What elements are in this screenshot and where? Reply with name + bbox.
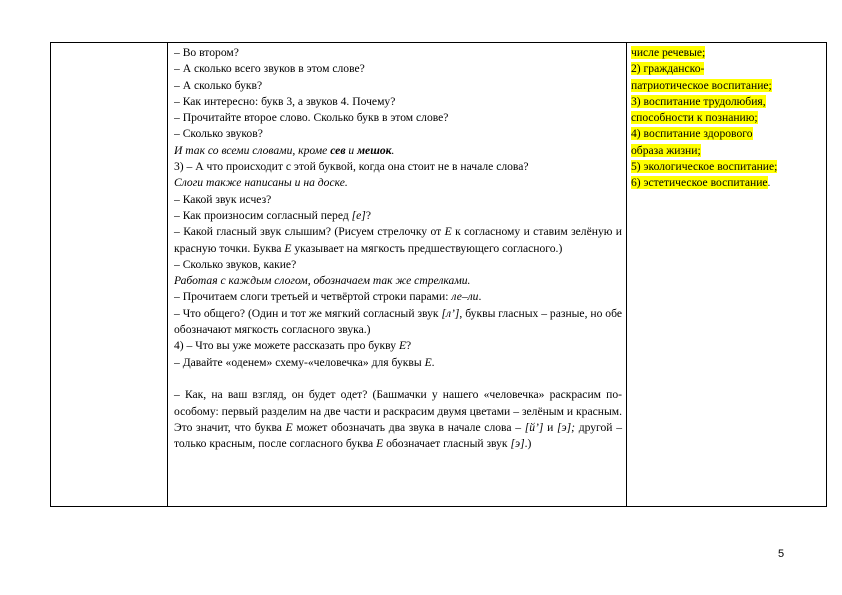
text-line: – Какой звук исчез? [174, 192, 272, 206]
education-line: образа жизни; [631, 143, 701, 157]
lesson-content-cell [168, 43, 627, 507]
stage-cell [51, 43, 168, 507]
question-4: 4) – Что вы уже можете рассказать про букву Е? [174, 339, 412, 353]
text-line: – Как произносим согласный перед [е]? [174, 208, 371, 222]
education-line: 4) воспитание здорового [631, 127, 753, 141]
text-line: – А сколько букв? [174, 78, 263, 92]
table-row [51, 43, 827, 507]
text-line: – Сколько звуков, какие? [174, 257, 297, 271]
common-paragraph: – Что общего? (Один и тот же мягкий согласный звук [л’], буквы гласных – разные, но обе обозначают мягкость согласного звука.) [174, 306, 622, 337]
education-line: 6) эстетическое воспитание. [631, 176, 771, 190]
page-number: 5 [778, 548, 785, 560]
education-line: числе речевые; [631, 46, 706, 59]
education-line: 3) воспитание трудолюбия, [631, 94, 766, 108]
spacer [174, 371, 622, 387]
italic-note: И так со всеми словами, кроме сев и мешок. [174, 143, 395, 157]
education-line: 5) экологическое воспитание; [631, 160, 778, 174]
vowel-paragraph: – Какой гласный звук слышим? (Рисуем стрелочку от Е к согласному и ставим зелёную и красную точки. Буква Е указывает на мягкость предшествующего согласного.) [174, 225, 622, 255]
education-line: способности к познанию; [631, 111, 758, 125]
text-line: – Прочитайте второе слово. Сколько букв в этом слове? [174, 111, 449, 125]
education-line: 2) гражданско- [631, 62, 705, 76]
text-line: – А сколько всего звуков в этом слове? [174, 62, 365, 76]
final-paragraph: – Как, на ваш взгляд, он будет одет? (Башмачки у нашего «человечка» раскрасим по-особому: первый разделим на две части и раскрасим двумя цветами – зелёным и красным. Это значит, что буква Е может обозначать два звука в начале слова – [й’] и [э]; другой – только красным, после согласного буква Е обозначает гласный звук [э].) [174, 388, 622, 451]
question-3: 3) – А что происходит с этой буквой, когда она стоит не в начале слова? [174, 160, 529, 174]
syllables-note: Слоги также написаны и на доске. [174, 176, 348, 190]
lesson-table [50, 42, 827, 507]
text-line: – Прочитаем слоги третьей и четвёртой строки парами: ле–ли. [174, 290, 482, 304]
education-line: патриотическое воспитание; [631, 78, 772, 92]
text-line: – Как интересно: букв 3, а звуков 4. Почему? [174, 94, 396, 108]
text-line: – Во втором? [174, 46, 239, 59]
text-line: – Сколько звуков? [174, 127, 263, 141]
education-cell [627, 43, 827, 507]
work-note: Работая с каждым слогом, обозначаем так же стрелками. [174, 274, 471, 288]
text-line: – Давайте «оденем» схему-«человечка» для буквы Е. [174, 355, 435, 369]
